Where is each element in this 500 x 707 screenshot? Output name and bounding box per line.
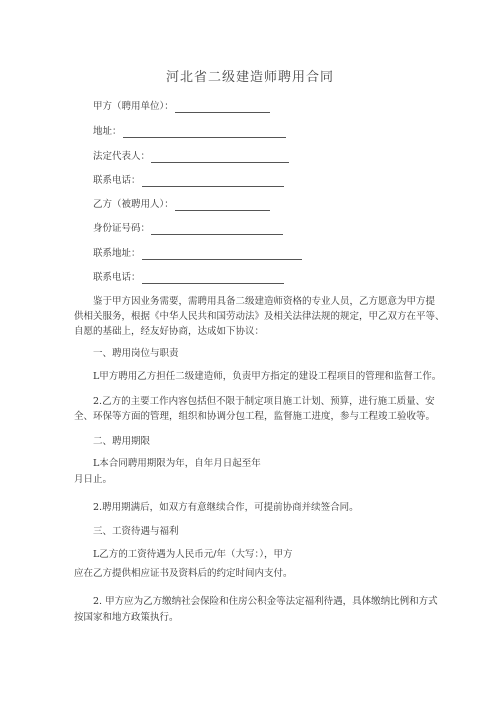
section-1-item-2-line-1: 2.乙方的主要工作内容包括但不限于制定项目施工计划、预算，进行施工质量、安 — [93, 396, 435, 407]
id-number-field — [93, 223, 283, 235]
party-b-field — [93, 199, 270, 211]
address-a-label: 地址： — [93, 126, 122, 137]
phone-a-blank[interactable] — [142, 176, 284, 187]
document-title: 河北省二级建造师聘用合同 — [165, 70, 334, 85]
phone-a-field — [93, 175, 284, 187]
legal-rep-blank[interactable] — [151, 152, 289, 163]
section-1-heading: 一、聘用岗位与职责 — [93, 348, 179, 359]
legal-rep-label: 法定代表人： — [93, 151, 151, 162]
address-b-field — [93, 248, 302, 260]
legal-rep-field — [93, 151, 289, 163]
section-1-item-1: L甲方聘用乙方担任二级建造师，负责甲方指定的建设工程项目的管理和监督工作。 — [93, 371, 442, 382]
intro-line-3: 自愿的基础上，经友好协商，达成如下协议： — [74, 326, 265, 337]
phone-b-field — [93, 272, 284, 284]
party-a-field — [93, 101, 270, 113]
section-3-item-2-line-2: 按国家和地方政策执行。 — [74, 612, 179, 623]
party-b-label: 乙方（被聘用人）： — [93, 199, 174, 210]
section-1-item-2-line-2: 全、环保等方面的管理，组织和协调分包工程，监督施工进度，参与工程竣工验收等。 — [74, 411, 436, 422]
party-a-blank[interactable] — [175, 102, 270, 113]
section-3-item-1-line-2: 应在乙方提供相应证书及资料后的约定时间内支付。 — [74, 568, 293, 579]
id-number-blank[interactable] — [151, 224, 283, 235]
section-2-heading: 二、聘用期限 — [93, 436, 151, 447]
address-a-field — [93, 126, 286, 138]
party-a-label: 甲方（聘用单位）： — [93, 101, 174, 112]
section-2-item-1-line-2: 月日止。 — [74, 474, 113, 485]
intro-line-2: 供相关服务，根据《中华人民共和国劳动法》及相关法律法规的规定，甲乙双方在平等、 — [74, 311, 445, 322]
section-3-item-1-line-1: L乙方的工资待遇为人民币元/年（大写：），甲方 — [93, 549, 293, 560]
address-b-label: 联系地址： — [93, 248, 141, 259]
section-3-heading: 三、工资待遇与福利 — [93, 526, 179, 537]
phone-b-label: 联系电话： — [93, 272, 141, 283]
id-number-label: 身份证号码： — [93, 223, 151, 234]
section-2-item-2: 2.聘用期满后，如双方有意继续合作，可提前协商并续签合同。 — [93, 502, 359, 513]
address-b-blank[interactable] — [142, 249, 302, 260]
address-a-blank[interactable] — [123, 127, 286, 138]
intro-line-1: 鉴于甲方因业务需要，需聘用具备二级建造师资格的专业人员，乙方愿意为甲方提 — [93, 296, 436, 307]
phone-a-label: 联系电话： — [93, 175, 141, 186]
phone-b-blank[interactable] — [142, 273, 284, 284]
party-b-blank[interactable] — [175, 200, 270, 211]
section-2-item-1-line-1: L本合同聘用期限为年，自年月日起至年 — [93, 458, 261, 469]
section-3-item-2-line-1: 2. 甲方应为乙方缴纳社会保险和住房公积金等法定福利待遇，具体缴纳比例和方式 — [93, 596, 438, 607]
